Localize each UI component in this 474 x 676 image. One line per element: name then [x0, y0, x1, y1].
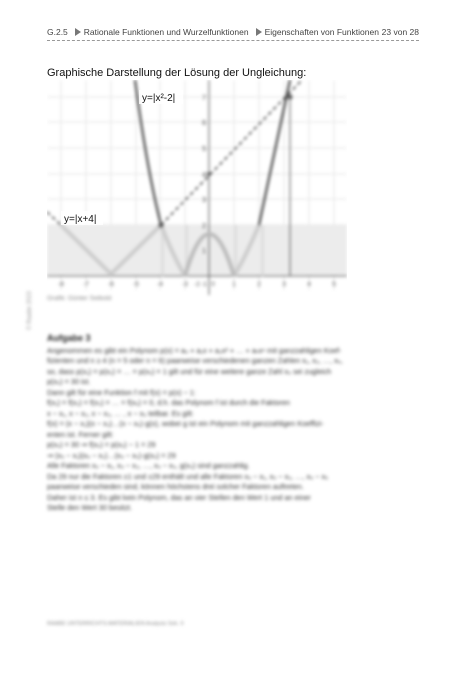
function-graph	[47, 80, 347, 298]
task-line: Da 29 nur die Faktoren ±1 und ±29 enthält und alle Faktoren x₀ − x₁, x₀ − x₂, …, x₀ − x₅	[47, 471, 329, 481]
x-tick-label: -3	[182, 281, 188, 288]
x-tick-label: -2	[194, 281, 200, 288]
header-divider	[47, 40, 419, 41]
x-tick-label: 0	[211, 281, 215, 288]
y-tick-label: 7	[202, 95, 206, 102]
task-line: Dann gilt für eine Funktion f mit f(x) = p(x) − 1:	[47, 387, 196, 397]
arrow-right-icon	[75, 28, 81, 36]
breadcrumb-topic: Eigenschaften von Funktionen	[264, 27, 379, 37]
task-line: f(x₁) = f(x₂) = f(x₃) = … = f(x₅) = 0, d.h. das Polynom f ist durch die Faktoren	[47, 398, 290, 407]
x-tick-label: 1	[232, 281, 236, 288]
task-line: so, dass p(x₁) = p(x₂) = … = p(x₅) = 1 gilt und für eine weitere ganze Zahl x₀ sei zugleich	[47, 366, 332, 376]
figure-caption: Graphische Darstellung der Lösung der Ungleichung:	[47, 67, 307, 79]
intersection-point	[159, 223, 164, 228]
y-tick-label: 4	[202, 172, 206, 179]
x-tick-label: -1	[201, 281, 207, 288]
x-tick-labels	[58, 281, 336, 288]
y-tick-label: 6	[202, 120, 206, 127]
task-line: ⇒ (x₀ − x₁)(x₀ − x₂)…(x₀ − x₅)·g(x₀) = 29	[47, 450, 176, 460]
task-line: Alle Faktoren x₀ − x₁, x₀ − x₂, …, x₀ − x₅, g(x₀) sind ganzzahlig.	[47, 461, 250, 470]
intersection-point	[288, 95, 293, 100]
page-footer: RAABE UNTERRICHTS-MATERIALIEN Analysis Sek. II	[47, 621, 184, 627]
breadcrumb	[47, 27, 382, 37]
figure-credit: Grafik: Günter Seibold	[47, 295, 112, 302]
x-tick-label: -5	[133, 281, 139, 288]
parabola-label: y=|x²-2|	[142, 93, 176, 104]
x-tick-label: 3	[282, 281, 286, 288]
y-tick-label: 1	[202, 248, 206, 255]
y-tick-label: 2	[202, 223, 206, 230]
task-line: enten ist. Ferner gilt:	[47, 429, 114, 439]
page-header	[47, 27, 419, 41]
x-tick-label: 4	[307, 281, 311, 288]
task-line: Daher ist n ≤ 3. Es gibt kein Polynom, das an vier Stellen den Wert 1 und an einer	[47, 492, 311, 502]
task-block	[47, 333, 422, 514]
task-line: Angenommen es gibt ein Polynom p(x) = a₀ + a₁x + a₂x² + … + aₙxⁿ mit ganzzahligen Koef-	[47, 345, 342, 355]
task-line: Stelle den Wert 30 besitzt.	[47, 503, 133, 512]
y-tick-label: 5	[202, 146, 206, 153]
y-intercept-point	[207, 172, 211, 176]
task-line: p(x₀) = 30 ⇒ f(x₀) = p(x₀) − 1 = 29	[47, 440, 156, 449]
section-number: G.2.5	[47, 27, 68, 37]
task-title: Aufgabe 3	[47, 333, 91, 343]
shaded-band	[47, 225, 347, 275]
arrow-right-icon	[256, 28, 262, 36]
x-tick-label: -4	[157, 281, 163, 288]
breadcrumb-chapter: Rationale Funktionen und Wurzelfunktionen	[83, 27, 249, 37]
x-tick-label: 2	[257, 281, 261, 288]
x-tick-label: 5	[332, 281, 336, 288]
task-line: paarweise verschieden sind, können höchstens drei solcher Faktoren auftreten.	[47, 482, 304, 491]
abs-label: y=|x+4|	[64, 214, 97, 225]
abs-line-left	[47, 212, 61, 225]
x-tick-label: -7	[83, 281, 89, 288]
task-line: p(x₀) = 30 ist.	[47, 377, 91, 386]
task-line: fizienten und n ≥ 4 (n = 5 oder n = 6) paarweise verschiedenen ganzen Zahlen x₁, x₂, …, x₅,	[47, 356, 343, 365]
page-counter: 23 von 28	[381, 27, 419, 37]
x-tick-label: -6	[108, 281, 114, 288]
task-line: x − x₁, x − x₂, x − x₃, … , x − x₅ teilbar. Es gilt:	[47, 408, 194, 418]
x-tick-label: -8	[58, 281, 64, 288]
y-tick-label: 3	[202, 197, 206, 204]
parabola-right-branch	[259, 80, 290, 225]
task-line: f(x) = (x − x₁)(x − x₂)…(x − x₅)·g(x), wobei g ist ein Polynom mit ganzzahligen Koeffizi-	[47, 419, 324, 428]
side-copyright: © Raabe 2023	[27, 291, 33, 330]
